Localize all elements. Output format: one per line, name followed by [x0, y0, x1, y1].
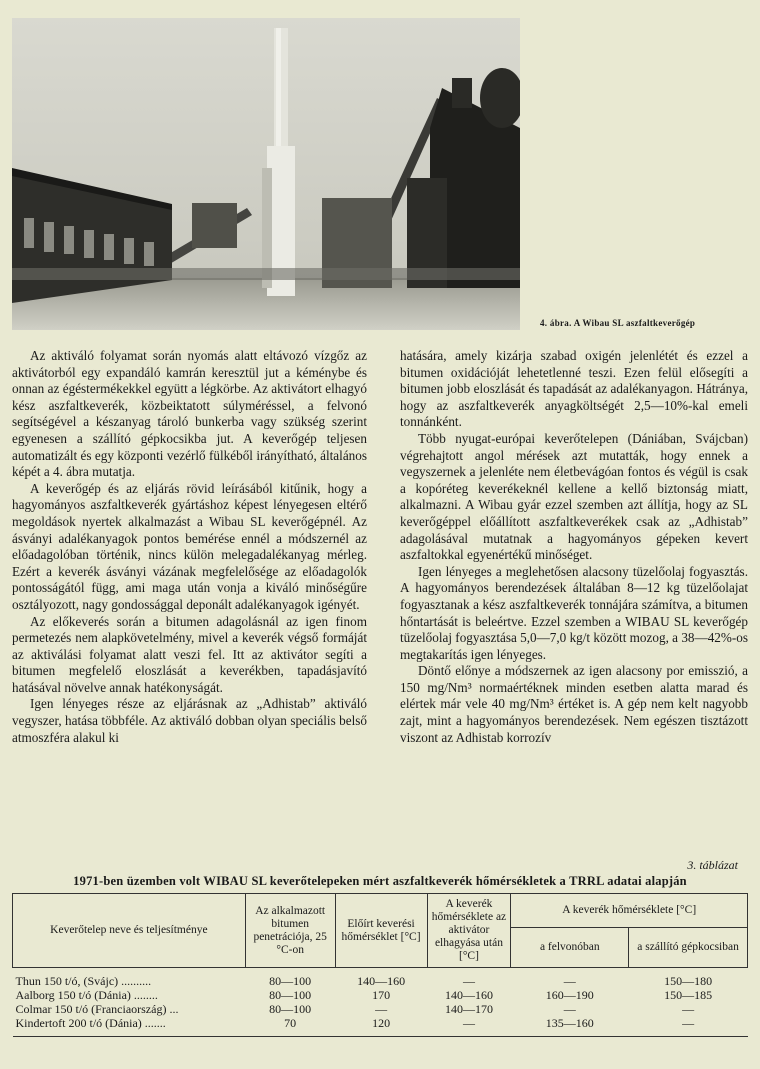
elevator-cell: —: [563, 974, 576, 988]
header-activator-temp: A keverék hőmérséklete az aktivátor elhagyása után [°C]: [427, 894, 511, 968]
plant-name: Colmar 150 t/ó (Franciaország) ...: [15, 1002, 179, 1016]
activator-cell: 140—160: [444, 988, 493, 1002]
header-plant: Keverőtelep neve és teljesítménye: [13, 894, 246, 968]
table-row: [13, 1002, 748, 1016]
prescribed-cell: 140—160: [357, 974, 406, 988]
header-penetration: Az alkalmazott bitumen penetrációja, 25 °C-on: [245, 894, 335, 968]
figure-caption: 4. ábra. A Wibau SL aszfaltkeverőgép: [540, 318, 696, 328]
prescribed-cell: 170: [372, 988, 391, 1002]
activator-cell: —: [462, 1016, 475, 1030]
truck-cell: 150—180: [664, 974, 713, 988]
prescribed-cell: —: [375, 1002, 388, 1016]
paragraph: Több nyugat-európai keverőtelepen (Dániában, Svájcban) végrehajtott angol mérések azt mutatták, hogy ennek a vegyszernek a jelenléte nem életbevágóan fontos és végül is csak a kopóréteg keverékeknél kellene a kellő biztonság miatt, alkalmazni. A Wibau gyár ezzel szemben azt állítja, hogy az SL keverőgéppel előállított aszfaltkeverékek csak az „Adhistab” adagolásával mutatnak a hagyományos gépeken kevert aszfaltokkal egyenértékű minőséget.: [400, 430, 748, 563]
table-row: [13, 1016, 748, 1036]
left-text-column: [12, 348, 367, 746]
elevator-cell: —: [563, 1002, 576, 1016]
header-prescribed-temp: Előírt keverési hőmérséklet [°C]: [335, 894, 427, 968]
paragraph: Az előkeverés során a bitumen adagolásnál az igen finom permetezés nem alapkövetelmény, mivel a keverék végső formáját az aktiválási folyamat alatt veszi fel. Itt az aktivátor segíti a bitumen megfelelő eloszlását a keverékben, tapadásjavító hatásával növelve annak hatékonyságát.: [12, 613, 367, 695]
header-mix-temp-group: A keverék hőmérséklete [°C]: [511, 894, 748, 928]
paragraph: hatására, amely kizárja szabad oxigén jelenlétét és ezzel a bitumen oxidációját lehetetlenné teszi. Ezen felül elősegíti a bitumen jobb eloszlását és tapadását az adalékanyagon. Hátránya, hogy az aszfaltkeverék anyagköltségét 2,5—10%-kal emeli tonnánként.: [400, 348, 748, 430]
penetration-cell: 80—100: [269, 1002, 312, 1016]
paragraph: Döntő előnye a módszernek az igen alacsony por emisszió, a 150 mg/Nm³ normaértéknek minden esetben alatta marad és elértek már vele 40 mg/Nm³ értéket is. A gép nem kelt nagyobb zajt, mint a hagyományos berendezések. Nem egészen tisztázott viszont az Adhistab korrozív: [400, 663, 748, 745]
penetration-cell: 80—100: [269, 988, 312, 1002]
truck-cell: 150—185: [664, 988, 713, 1002]
table-number: 3. táblázat: [687, 858, 738, 872]
elevator-cell: 160—190: [545, 988, 594, 1002]
penetration-cell: 70: [284, 1016, 297, 1030]
table-row: [13, 988, 748, 1002]
asphalt-plant-photo: [12, 18, 520, 330]
plant-name: Kindertoft 200 t/ó (Dánia) .......: [15, 1016, 166, 1030]
activator-cell: 140—170: [444, 1002, 493, 1016]
paragraph: Az aktiváló folyamat során nyomás alatt eltávozó vízgőz az aktivátorból egy expandáló kamrán keresztül jut a kéménybe és onnan az égéstermékekkel együtt a légkörbe. Az aktivátort elhagyó kész aszfaltkeverék, közbeiktatott súlyméréssel, a felvonó segítségével a készanyag tároló bunkerba vagy szükség szerint egyenesen a szállító gépkocsikba jut. A keverőgép teljesen automatizált és egy központi vezérlő fülkéből irányítható, általános képét a 4. ábra mutatja.: [12, 348, 367, 480]
header-truck: a szállító gépkocsiban: [629, 928, 748, 968]
header-elevator: a felvonóban: [511, 928, 629, 968]
prescribed-cell: 120: [372, 1016, 391, 1030]
table-row: [13, 968, 748, 989]
table-title: 1971-ben üzemben volt WIBAU SL keverőtelepeken mért aszfaltkeverék hőmérsékletek a TRRL adatai alapján: [73, 874, 687, 888]
penetration-cell: 80—100: [269, 974, 312, 988]
plant-name: Thun 150 t/ó, (Svájc) ..........: [15, 974, 152, 988]
truck-cell: —: [682, 1002, 695, 1016]
activator-cell: —: [462, 974, 475, 988]
right-text-column: [400, 348, 748, 746]
plant-name: Aalborg 150 t/ó (Dánia) ........: [15, 988, 158, 1002]
truck-cell: —: [682, 1016, 695, 1030]
temperature-table: [12, 893, 748, 1037]
paragraph: Igen lényeges része az eljárásnak az „Adhistab” aktiváló vegyszer, hatása többféle. Az aktiváló dobban olyan speciális belső atmoszféra alakul ki: [12, 696, 367, 745]
elevator-cell: 135—160: [545, 1016, 594, 1030]
paragraph: A keverőgép és az eljárás rövid leírásából kitűnik, hogy a hagyományos aszfaltkeverék gyártáshoz képest lényegesen eltérő megoldások nyertek alkalmazást a Wibau SL keverőgépnél. Az ásványi adalékanyagok pontos bemérése ennél a módszernél az előadagolóban történik, nincs külön melegadalékanyag mérleg. Ezért a keverék ásványi vázának megfelelősége az előadagolók pontosságától függ, ami maga után vonja a kiváló minőségűre osztályozott, nagy gondossággal deponált adalékanyagok igényét.: [12, 480, 367, 612]
paragraph: Igen lényeges a meglehetősen alacsony tüzelőolaj fogyasztás. A hagyományos berendezések általában 8—12 kg tüzelőolajat fogyasztanak a kész aszfaltkeverék tonnájára számítva, a bitumen hőntartását is beleértve. Ezzel szemben a WIBAU SL keverőgép tüzelőolaj fogyasztása 5,0—7,0 kg/t között mozog, a 38—42%-os megtakarítás igen lényeges.: [400, 563, 748, 662]
